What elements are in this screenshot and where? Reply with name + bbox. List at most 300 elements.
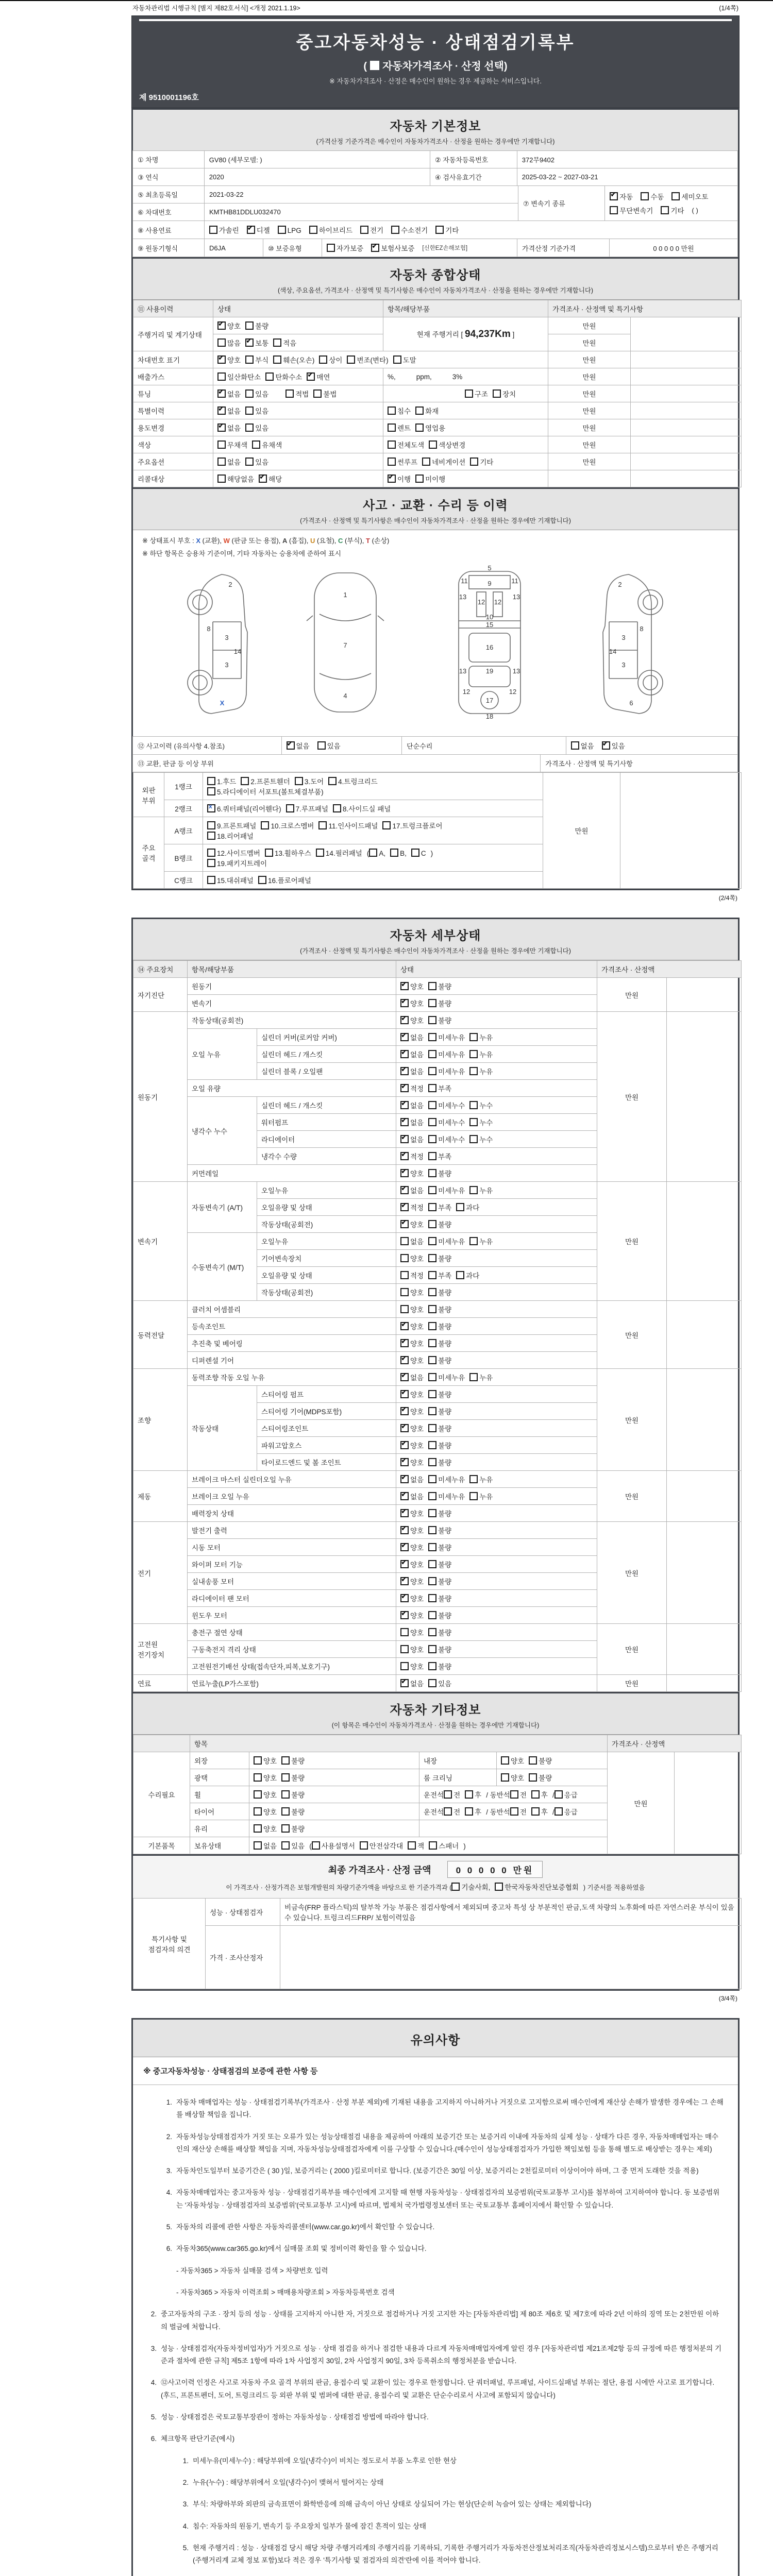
checkbox-적음[interactable] bbox=[273, 338, 281, 347]
checkbox-17.트렁크플로어[interactable] bbox=[382, 821, 391, 829]
checkbox-없음[interactable] bbox=[400, 1050, 409, 1058]
checkbox-구조[interactable] bbox=[465, 389, 473, 398]
checkbox-있음[interactable] bbox=[245, 389, 254, 398]
checkbox-미세누유[interactable] bbox=[428, 1475, 436, 1483]
checkbox-불법[interactable] bbox=[313, 389, 322, 398]
checkbox-불량[interactable] bbox=[428, 1560, 436, 1568]
checkbox-불량[interactable] bbox=[428, 1628, 436, 1636]
checkbox-없음[interactable] bbox=[254, 1841, 262, 1850]
checkbox-18.리어패널[interactable] bbox=[207, 832, 215, 840]
checkbox-양호[interactable] bbox=[400, 1322, 409, 1330]
checkbox-미세누유[interactable] bbox=[428, 1033, 436, 1041]
checkbox-없음[interactable] bbox=[217, 389, 226, 398]
checkbox-있음[interactable] bbox=[245, 457, 254, 466]
checkbox-누수[interactable] bbox=[469, 1135, 478, 1143]
item-label: 라디에이터 팬 모터 bbox=[188, 1590, 396, 1607]
checkbox-네비게이션[interactable] bbox=[422, 457, 430, 466]
checkbox-부족[interactable] bbox=[428, 1271, 436, 1279]
inspection-period-label: ④ 검사유효기간 bbox=[430, 168, 517, 186]
checkbox-전[interactable] bbox=[510, 1790, 518, 1799]
checkbox-수소전기[interactable] bbox=[391, 226, 399, 234]
final-price-row bbox=[133, 1856, 738, 1898]
checkbox-없음[interactable] bbox=[217, 457, 226, 466]
check-label: 적정 bbox=[410, 1085, 424, 1093]
checkbox-보험사보증[interactable] bbox=[371, 244, 379, 252]
checkbox-양호[interactable] bbox=[400, 1220, 409, 1228]
checkbox-1.후드[interactable] bbox=[207, 777, 215, 785]
checkbox-8.사이드실 패널[interactable] bbox=[333, 804, 341, 812]
checkbox-양호[interactable] bbox=[400, 1509, 409, 1517]
checkbox-누유[interactable] bbox=[469, 1033, 478, 1041]
checkbox-양호[interactable] bbox=[400, 1560, 409, 1568]
checkbox-적정[interactable] bbox=[400, 1203, 409, 1211]
checkbox-양호[interactable] bbox=[400, 1254, 409, 1262]
checkbox-양호[interactable] bbox=[400, 1407, 409, 1415]
checkbox-해당없음[interactable] bbox=[217, 474, 226, 483]
checkbox-적정[interactable] bbox=[400, 1084, 409, 1092]
state-checks bbox=[396, 1624, 597, 1641]
checkbox-14.필러패널[interactable] bbox=[316, 849, 324, 857]
checkbox-보통[interactable] bbox=[245, 338, 254, 347]
checkbox-양호[interactable] bbox=[501, 1756, 509, 1765]
checkbox-있음[interactable] bbox=[602, 741, 610, 750]
checkbox-응급[interactable] bbox=[554, 1790, 563, 1799]
check-label: 16.플로어패널 bbox=[267, 877, 311, 885]
caution-item-text: 부식: 차량하부와 외판의 금속표면이 화학반응에 의해 금속이 아닌 상태로 상실되어 가는 현상(단순히 녹슬어 있는 상태는 제외합니다) bbox=[193, 2500, 592, 2509]
checkbox-양호[interactable] bbox=[400, 1458, 409, 1466]
checkbox-있음[interactable] bbox=[428, 1679, 436, 1687]
checkbox-양호[interactable] bbox=[400, 1305, 409, 1313]
checkbox-누유[interactable] bbox=[469, 1067, 478, 1075]
checkbox-잭[interactable] bbox=[408, 1841, 416, 1850]
page-marker-2: (2/4쪽) bbox=[718, 894, 737, 902]
checkbox-전[interactable] bbox=[510, 1807, 518, 1816]
checkbox-해당[interactable] bbox=[259, 474, 267, 483]
checkbox-없음[interactable] bbox=[571, 741, 579, 750]
section-etc-info bbox=[131, 1692, 740, 1856]
checkbox-양호[interactable] bbox=[400, 1016, 409, 1024]
caution-item-number: 4. bbox=[166, 2189, 172, 2197]
checkbox-없음[interactable] bbox=[400, 1118, 409, 1126]
notes-cell bbox=[667, 1301, 742, 1369]
checkbox-7.루프패널[interactable] bbox=[286, 804, 294, 812]
check-응급 bbox=[554, 1789, 578, 1800]
checkbox-많음[interactable] bbox=[217, 338, 226, 347]
checkbox-양호[interactable] bbox=[501, 1773, 509, 1782]
check-없음 bbox=[400, 1032, 424, 1042]
check-양호 bbox=[254, 1806, 277, 1817]
checkbox-후[interactable] bbox=[531, 1790, 540, 1799]
checkbox-불량[interactable] bbox=[428, 1526, 436, 1534]
checkbox-A,[interactable] bbox=[366, 849, 377, 857]
checkbox-양호[interactable] bbox=[254, 1807, 262, 1816]
checkbox-C[interactable] bbox=[411, 849, 419, 857]
checkbox-하이브리드[interactable] bbox=[309, 226, 317, 234]
checkbox-없음[interactable] bbox=[400, 1373, 409, 1381]
checkbox-누유[interactable] bbox=[469, 1492, 478, 1500]
checkbox-불량[interactable] bbox=[428, 1390, 436, 1398]
checkbox-불량[interactable] bbox=[428, 982, 436, 990]
checkbox-불량[interactable] bbox=[428, 1645, 436, 1653]
checkbox-없음[interactable] bbox=[400, 1475, 409, 1483]
checkbox-전체도색[interactable] bbox=[388, 440, 396, 449]
check-영업용 bbox=[415, 422, 445, 433]
checkbox-양호[interactable] bbox=[254, 1824, 262, 1833]
checkbox-없음[interactable] bbox=[400, 1237, 409, 1245]
table-row bbox=[133, 470, 742, 487]
check-label: 2.프론트휀더 bbox=[250, 778, 290, 786]
check-label: 양호 bbox=[263, 1757, 277, 1765]
caution-item bbox=[178, 2477, 725, 2489]
checkbox-사용설명서[interactable] bbox=[312, 1841, 320, 1850]
check-label: 양호 bbox=[410, 1544, 424, 1552]
checkbox-불량[interactable] bbox=[428, 1339, 436, 1347]
checkbox-과다[interactable] bbox=[456, 1203, 464, 1211]
checkbox-불량[interactable] bbox=[428, 1220, 436, 1228]
checkbox-LPG[interactable] bbox=[278, 226, 286, 234]
check-label: 양호 bbox=[410, 1221, 424, 1229]
state-checks bbox=[249, 1803, 419, 1820]
checkbox-전[interactable] bbox=[444, 1807, 452, 1816]
checkbox-매연[interactable] bbox=[307, 372, 315, 381]
text-segment: 이 가격조사 · 산정가격은 보험개발원의 차량기준가액을 바탕으로 한 기준가격과 ( bbox=[226, 1884, 452, 1891]
accident-subtitle: (가격조사 · 산정액 및 특기사항은 매수인이 자동차가격조사 · 산정을 원하는 경우에만 기재합니다) bbox=[300, 517, 571, 524]
checkbox-렌트[interactable] bbox=[388, 423, 396, 432]
check-기타 bbox=[435, 225, 459, 235]
svg-text:3: 3 bbox=[621, 634, 626, 641]
checkbox-불량[interactable] bbox=[428, 1305, 436, 1313]
checkbox-있음[interactable] bbox=[281, 1841, 290, 1850]
checkbox-장치[interactable] bbox=[493, 389, 501, 398]
checkbox-미세누유[interactable] bbox=[428, 1492, 436, 1500]
group-label: 기본품목 bbox=[133, 1837, 190, 1854]
checkbox-불량[interactable] bbox=[428, 1509, 436, 1517]
check-적정 bbox=[400, 1151, 424, 1161]
check-label: 누유 bbox=[479, 1493, 493, 1501]
checkbox-있음[interactable] bbox=[317, 741, 326, 750]
checkbox-전기[interactable] bbox=[360, 226, 368, 234]
checkbox-이행[interactable] bbox=[388, 474, 396, 483]
checkbox-스패너[interactable] bbox=[429, 1841, 437, 1850]
checkbox-양호[interactable] bbox=[400, 982, 409, 990]
state-checks bbox=[396, 1318, 597, 1335]
checkbox-누유[interactable] bbox=[469, 1373, 478, 1381]
checkbox-없음[interactable] bbox=[400, 1033, 409, 1041]
checkbox-미세누유[interactable] bbox=[428, 1237, 436, 1245]
checkbox-가솔린[interactable] bbox=[209, 226, 217, 234]
check-누유 bbox=[469, 1032, 493, 1042]
check-label: 수소전기 bbox=[401, 227, 428, 234]
checkbox-양호[interactable] bbox=[400, 1611, 409, 1619]
checkbox-양호[interactable] bbox=[400, 1424, 409, 1432]
checkbox-불량[interactable] bbox=[428, 999, 436, 1007]
checkbox-양호[interactable] bbox=[400, 1662, 409, 1670]
accident-history-checks bbox=[281, 736, 402, 755]
basic-info-table bbox=[133, 151, 738, 257]
check-label: 전 bbox=[453, 1808, 461, 1816]
checkbox-불량[interactable] bbox=[428, 1016, 436, 1024]
checkbox-2.프론트휀더[interactable] bbox=[241, 777, 249, 785]
state-checks bbox=[396, 1029, 597, 1046]
checkbox-후[interactable] bbox=[531, 1807, 540, 1816]
checkbox-세미오토[interactable] bbox=[671, 192, 680, 200]
checkbox-적법[interactable] bbox=[285, 389, 294, 398]
checkbox-수동[interactable] bbox=[641, 192, 649, 200]
checkbox-13.휠하우스[interactable] bbox=[265, 849, 273, 857]
checkbox-변조(변타)[interactable] bbox=[347, 355, 355, 364]
checkbox-양호[interactable] bbox=[400, 1543, 409, 1551]
checkbox-불량[interactable] bbox=[281, 1824, 290, 1833]
check-5.라디에이터 서포트(볼트체결부품) bbox=[207, 786, 324, 796]
check-label: 세미오토 bbox=[681, 193, 709, 201]
check-10.크로스멤버 bbox=[261, 820, 314, 831]
check-불량 bbox=[428, 1576, 451, 1586]
checkbox-영업용[interactable] bbox=[415, 423, 424, 432]
checkbox-양호[interactable] bbox=[254, 1790, 262, 1799]
checkbox-무채색[interactable] bbox=[217, 440, 226, 449]
item-label: 추진축 및 베어링 bbox=[188, 1335, 396, 1352]
checkbox-기타[interactable] bbox=[470, 457, 478, 466]
checkbox-안전삼각대[interactable] bbox=[360, 1841, 368, 1850]
checkbox-미세누수[interactable] bbox=[428, 1101, 436, 1109]
checkbox-없음[interactable] bbox=[400, 1101, 409, 1109]
state-checks bbox=[249, 1769, 419, 1786]
checkbox-침수[interactable] bbox=[388, 406, 396, 415]
checkbox-불량[interactable] bbox=[281, 1807, 290, 1816]
checkbox-디젤[interactable] bbox=[247, 226, 255, 234]
check-누수 bbox=[469, 1100, 493, 1110]
checkbox-미이행[interactable] bbox=[415, 474, 424, 483]
checkbox-부족[interactable] bbox=[428, 1203, 436, 1211]
checkbox-양호[interactable] bbox=[217, 355, 226, 364]
checkbox-불량[interactable] bbox=[281, 1756, 290, 1765]
caution-item bbox=[162, 2096, 725, 2122]
checkbox-3.도어[interactable] bbox=[295, 777, 303, 785]
check-label: 양호 bbox=[410, 1289, 424, 1297]
check-있음 bbox=[245, 422, 268, 433]
checkbox-상이[interactable] bbox=[319, 355, 327, 364]
checkbox-불량[interactable] bbox=[428, 1169, 436, 1177]
notes-cell bbox=[667, 1471, 742, 1522]
checkbox-부족[interactable] bbox=[428, 1152, 436, 1160]
checkbox-불량[interactable] bbox=[281, 1773, 290, 1782]
check-label: 응급 bbox=[564, 1808, 578, 1816]
checkbox-미세누유[interactable] bbox=[428, 1373, 436, 1381]
checkbox-양호[interactable] bbox=[400, 1577, 409, 1585]
table-row bbox=[133, 419, 742, 436]
checkbox-양호[interactable] bbox=[254, 1756, 262, 1765]
column-header: 가격조사 · 산정액 bbox=[608, 1735, 742, 1752]
check-LPG bbox=[278, 226, 301, 234]
checkbox-양호[interactable] bbox=[400, 1594, 409, 1602]
checkbox-없음[interactable] bbox=[400, 1135, 409, 1143]
checkbox-불량[interactable] bbox=[428, 1543, 436, 1551]
checkbox-양호[interactable] bbox=[400, 1339, 409, 1347]
state-checks bbox=[213, 334, 383, 351]
checkbox-없음[interactable] bbox=[400, 1492, 409, 1500]
checkbox-불량[interactable] bbox=[428, 1611, 436, 1619]
checkbox-누유[interactable] bbox=[469, 1186, 478, 1194]
checkbox-유채색[interactable] bbox=[252, 440, 260, 449]
check-누수 bbox=[469, 1134, 493, 1144]
check-label: 양호 bbox=[410, 1646, 424, 1654]
checkbox-불량[interactable] bbox=[428, 1594, 436, 1602]
checkbox-자동[interactable] bbox=[610, 192, 618, 200]
checkbox-없음[interactable] bbox=[400, 1067, 409, 1075]
checkbox-색상변경[interactable] bbox=[429, 440, 437, 449]
check-label: 18.리어패널 bbox=[217, 833, 254, 840]
checkbox-불량[interactable] bbox=[428, 1288, 436, 1296]
check-탄화수소 bbox=[265, 371, 302, 382]
caution-item-number bbox=[162, 2286, 172, 2299]
checkbox-불량[interactable] bbox=[428, 1441, 436, 1449]
checkbox-없음[interactable] bbox=[217, 406, 226, 415]
check-유채색 bbox=[252, 439, 282, 450]
checkbox-화재[interactable] bbox=[415, 406, 424, 415]
checkbox-무단변속기[interactable] bbox=[610, 206, 618, 214]
checkbox-불량[interactable] bbox=[529, 1756, 537, 1765]
price-cell: 만원 bbox=[597, 1675, 667, 1692]
position-checks bbox=[419, 1803, 608, 1820]
checkbox-불량[interactable] bbox=[245, 321, 254, 330]
state-checks bbox=[497, 1769, 608, 1786]
checkbox-미세누유[interactable] bbox=[428, 1050, 436, 1058]
checkbox-6.쿼터패널(리어휀다)[interactable] bbox=[207, 804, 215, 812]
basic-left-col bbox=[133, 186, 518, 221]
checkbox-양호[interactable] bbox=[400, 1169, 409, 1177]
state-checks bbox=[396, 1386, 597, 1403]
checkbox-부족[interactable] bbox=[428, 1084, 436, 1092]
checkbox-불량[interactable] bbox=[428, 1254, 436, 1262]
state-checks bbox=[213, 385, 383, 402]
form-title-option bbox=[139, 58, 732, 73]
checkbox-있음[interactable] bbox=[245, 423, 254, 432]
check-15.대쉬패널 bbox=[207, 875, 254, 885]
checkbox-기타[interactable] bbox=[435, 226, 444, 234]
checkbox-양호[interactable] bbox=[400, 999, 409, 1007]
checkbox-없음[interactable] bbox=[217, 423, 226, 432]
caution-item bbox=[162, 2286, 725, 2299]
checkbox-19.패키지트레이[interactable] bbox=[207, 859, 215, 867]
checkbox-불량[interactable] bbox=[428, 1407, 436, 1415]
checkbox-누수[interactable] bbox=[469, 1118, 478, 1126]
checkbox-9.프론트패널[interactable] bbox=[207, 821, 215, 829]
checkbox-부식[interactable] bbox=[245, 355, 254, 364]
checkbox-없음[interactable] bbox=[400, 1186, 409, 1194]
table-row bbox=[133, 317, 742, 334]
checkbox-적정[interactable] bbox=[400, 1152, 409, 1160]
checkbox-기술사회,[interactable] bbox=[451, 1883, 460, 1891]
item-label: 충전구 절연 상태 bbox=[188, 1624, 396, 1641]
checkbox-15.대쉬패널[interactable] bbox=[207, 876, 215, 884]
state-checks bbox=[396, 1539, 597, 1556]
checkbox-미세누수[interactable] bbox=[428, 1118, 436, 1126]
checkbox-10.크로스멤버[interactable] bbox=[261, 821, 269, 829]
checkbox-전[interactable] bbox=[444, 1790, 452, 1799]
check-label: 미세누유 bbox=[438, 1493, 465, 1501]
checkbox-일산화탄소[interactable] bbox=[217, 372, 226, 381]
state-checks bbox=[396, 1505, 597, 1522]
checkbox-양호[interactable] bbox=[400, 1526, 409, 1534]
checkbox-한국자동차진단보증협회[interactable] bbox=[495, 1883, 503, 1891]
checkbox-훼손(오손)[interactable] bbox=[273, 355, 281, 364]
checkbox-썬루프[interactable] bbox=[388, 457, 396, 466]
checkbox-불량[interactable] bbox=[529, 1773, 537, 1782]
checkbox-4.트렁크리드[interactable] bbox=[328, 777, 337, 785]
checkbox-양호[interactable] bbox=[400, 1288, 409, 1296]
state-mark-U: U bbox=[310, 537, 315, 545]
checkbox-응급[interactable] bbox=[554, 1807, 563, 1816]
state-checks bbox=[396, 995, 597, 1012]
option-square-icon[interactable] bbox=[370, 61, 379, 70]
item-checks bbox=[383, 368, 548, 385]
checkbox-양호[interactable] bbox=[254, 1773, 262, 1782]
checkbox-없음[interactable] bbox=[400, 1679, 409, 1687]
checkbox-자가보증[interactable] bbox=[327, 244, 335, 252]
cautions-list-1 bbox=[133, 2085, 738, 2576]
svg-text:10: 10 bbox=[485, 613, 494, 621]
checkbox-있음[interactable] bbox=[245, 406, 254, 415]
checkbox-불량[interactable] bbox=[428, 1662, 436, 1670]
check-미세누유 bbox=[428, 1474, 465, 1484]
checkbox-B,[interactable] bbox=[390, 849, 398, 857]
checkbox-12.사이드멤버[interactable] bbox=[207, 849, 215, 857]
checkbox-양호[interactable] bbox=[400, 1441, 409, 1449]
checkbox-후[interactable] bbox=[465, 1807, 473, 1816]
checkbox-불량[interactable] bbox=[428, 1577, 436, 1585]
checkbox-불량[interactable] bbox=[428, 1356, 436, 1364]
checkbox-양호[interactable] bbox=[400, 1390, 409, 1398]
check-label: 불량 bbox=[438, 1255, 452, 1263]
checkbox-탄화수소[interactable] bbox=[265, 372, 274, 381]
checkbox-후[interactable] bbox=[465, 1790, 473, 1799]
checkbox-누유[interactable] bbox=[469, 1475, 478, 1483]
checkbox-5.라디에이터 서포트(볼트체결부품)[interactable] bbox=[207, 787, 215, 795]
checkbox-불량[interactable] bbox=[428, 1424, 436, 1432]
checkbox-불량[interactable] bbox=[281, 1790, 290, 1799]
check-label: 없음 bbox=[227, 459, 241, 466]
check-label: 1.후드 bbox=[217, 778, 237, 786]
checkbox-누수[interactable] bbox=[469, 1101, 478, 1109]
checkbox-11.인사이드패널[interactable] bbox=[318, 821, 327, 829]
checkbox-양호[interactable] bbox=[400, 1645, 409, 1653]
checkbox-과다[interactable] bbox=[456, 1271, 464, 1279]
checkbox-미세누유[interactable] bbox=[428, 1186, 436, 1194]
checkbox-적정[interactable] bbox=[400, 1271, 409, 1279]
legend-text: ※ 상태표시 부호 : bbox=[142, 537, 196, 545]
checkbox-양호[interactable] bbox=[217, 321, 226, 330]
checkbox-불량[interactable] bbox=[428, 1458, 436, 1466]
checkbox-없음[interactable] bbox=[287, 741, 295, 750]
checkbox-미세누유[interactable] bbox=[428, 1067, 436, 1075]
checkbox-도말[interactable] bbox=[393, 355, 401, 364]
caution-item bbox=[162, 2131, 725, 2156]
check-불량 bbox=[281, 1823, 305, 1834]
checkbox-불량[interactable] bbox=[428, 1322, 436, 1330]
checkbox-양호[interactable] bbox=[400, 1356, 409, 1364]
checkbox-양호[interactable] bbox=[400, 1628, 409, 1636]
check-수동 bbox=[641, 191, 664, 201]
document bbox=[131, 1, 740, 2576]
check-불량 bbox=[428, 1525, 451, 1535]
check-없음 bbox=[217, 422, 241, 433]
check-label: 유채색 bbox=[262, 442, 282, 449]
checkbox-누유[interactable] bbox=[469, 1237, 478, 1245]
checkbox-16.플로어패널[interactable] bbox=[258, 876, 266, 884]
checkbox-기타[interactable] bbox=[661, 206, 669, 214]
checkbox-누유[interactable] bbox=[469, 1050, 478, 1058]
checkbox-미세누수[interactable] bbox=[428, 1135, 436, 1143]
